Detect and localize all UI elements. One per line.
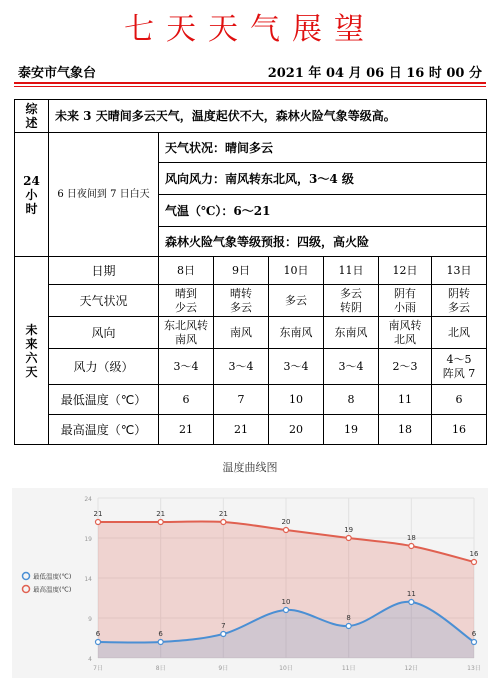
wind-force-cell: 3～4 — [324, 349, 379, 385]
row-label-max-temp: 最高温度（℃） — [49, 415, 159, 445]
data-point — [346, 624, 351, 629]
weather-cell: 晴转 多云 — [214, 285, 269, 317]
data-label: 8 — [346, 614, 351, 622]
weather-cell: 晴到 少云 — [159, 285, 214, 317]
wind-direction-cell: 南风 — [214, 317, 269, 349]
weather-cell: 多云 转阴 — [324, 285, 379, 317]
min-temp-cell: 7 — [214, 385, 269, 415]
x-tick-label: 12日 — [404, 665, 419, 672]
data-point — [472, 560, 477, 565]
wind-direction-cell: 东北风转 南风 — [159, 317, 214, 349]
row-label-date: 日期 — [49, 257, 159, 285]
weather-cell: 阴转 多云 — [432, 285, 487, 317]
forecast-table — [14, 99, 487, 445]
data-label: 11 — [406, 590, 416, 598]
summary-label: 综 述 — [15, 100, 49, 133]
row-label-wind-force: 风力（级） — [49, 349, 159, 385]
six-days-label: 未 来 六 天 — [15, 257, 49, 445]
data-point — [409, 544, 414, 549]
weather-cell: 阴有 小雨 — [379, 285, 432, 317]
min-temp-cell: 6 — [432, 385, 487, 415]
wind-direction-cell: 东南风 — [324, 317, 379, 349]
wind-force-cell: 4～5 阵风 7 — [432, 349, 487, 385]
max-temp-cell: 20 — [269, 415, 324, 445]
date-cell: 13日 — [432, 257, 487, 285]
page-title: 七天天气展望 — [124, 12, 376, 47]
data-label: 6 — [95, 630, 101, 638]
max-temp-cell: 16 — [432, 415, 487, 445]
y-tick-label: 9 — [88, 616, 92, 623]
data-label: 6 — [158, 630, 163, 638]
wind-direction-cell: 东南风 — [269, 317, 324, 349]
max-temp-cell: 21 — [214, 415, 269, 445]
data-point — [472, 640, 477, 645]
wind-force-cell: 3～4 — [159, 349, 214, 385]
data-point — [346, 536, 351, 541]
legend-label: 最低温度(℃) — [33, 572, 72, 581]
y-tick-label: 24 — [84, 496, 92, 503]
min-temp-cell: 10 — [269, 385, 324, 415]
next24-wind: 风向风力：南风转东北风，3～4 级 — [159, 163, 487, 195]
data-label: 16 — [469, 550, 479, 558]
x-tick-label: 13日 — [467, 665, 481, 672]
temperature-chart — [12, 488, 488, 678]
y-tick-label: 4 — [88, 656, 92, 663]
date-cell: 11日 — [324, 257, 379, 285]
next24-fire: 森林火险气象等级预报：四级，高火险 — [159, 227, 487, 257]
data-label: 21 — [93, 510, 103, 518]
data-point — [284, 608, 289, 613]
next24-weather: 天气状况：晴间多云 — [159, 133, 487, 163]
x-tick-label: 10日 — [279, 665, 293, 672]
data-point — [221, 520, 226, 525]
issue-time: 2021 年 04 月 06 日 16 时 00 分 — [267, 66, 482, 81]
x-tick-label: 8日 — [155, 665, 166, 672]
y-tick-label: 19 — [84, 536, 92, 543]
chart-title: 温度曲线图 — [222, 461, 278, 474]
date-cell: 12日 — [379, 257, 432, 285]
data-label: 20 — [281, 518, 291, 526]
data-label: 7 — [221, 622, 226, 630]
date-cell: 8日 — [159, 257, 214, 285]
header-rule-thin — [14, 86, 486, 87]
data-label: 19 — [344, 526, 354, 534]
max-temp-cell: 19 — [324, 415, 379, 445]
next24-period: 6 日夜间到 7 日白天 — [49, 133, 159, 257]
x-tick-label: 11日 — [341, 665, 356, 672]
data-label: 21 — [156, 510, 166, 518]
data-label: 10 — [281, 598, 291, 606]
legend-label: 最高温度(℃) — [33, 585, 72, 594]
min-temp-cell: 11 — [379, 385, 432, 415]
data-label: 6 — [471, 630, 477, 638]
max-temp-cell: 21 — [159, 415, 214, 445]
row-label-wind-direction: 风向 — [49, 317, 159, 349]
date-cell: 9日 — [214, 257, 269, 285]
next24-label: 24 小 时 — [15, 133, 49, 257]
next24-temp: 气温（℃）：6～21 — [159, 195, 487, 227]
wind-direction-cell: 北风 — [432, 317, 487, 349]
max-temp-cell: 18 — [379, 415, 432, 445]
data-label: 21 — [218, 510, 228, 518]
wind-force-cell: 3～4 — [269, 349, 324, 385]
data-point — [158, 640, 163, 645]
data-point — [158, 520, 163, 525]
x-tick-label: 9日 — [218, 665, 229, 672]
wind-direction-cell: 南风转 北风 — [379, 317, 432, 349]
data-point — [96, 520, 101, 525]
row-label-weather: 天气状况 — [49, 285, 159, 317]
wind-force-cell: 2～3 — [379, 349, 432, 385]
header-rule — [14, 82, 486, 84]
data-point — [409, 600, 414, 605]
weather-cell: 多云 — [269, 285, 324, 317]
row-label-min-temp: 最低温度（℃） — [49, 385, 159, 415]
x-tick-label: 7日 — [93, 665, 103, 672]
summary-text: 未来 3 天晴间多云天气，温度起伏不大，森林火险气象等级高。 — [49, 100, 487, 133]
issuer-name: 泰安市气象台 — [18, 66, 97, 81]
y-tick-label: 14 — [84, 576, 92, 583]
data-point — [221, 632, 226, 637]
data-point — [284, 528, 289, 533]
min-temp-cell: 8 — [324, 385, 379, 415]
data-label: 18 — [406, 534, 416, 542]
date-cell: 10日 — [269, 257, 324, 285]
data-point — [96, 640, 101, 645]
wind-force-cell: 3～4 — [214, 349, 269, 385]
min-temp-cell: 6 — [159, 385, 214, 415]
